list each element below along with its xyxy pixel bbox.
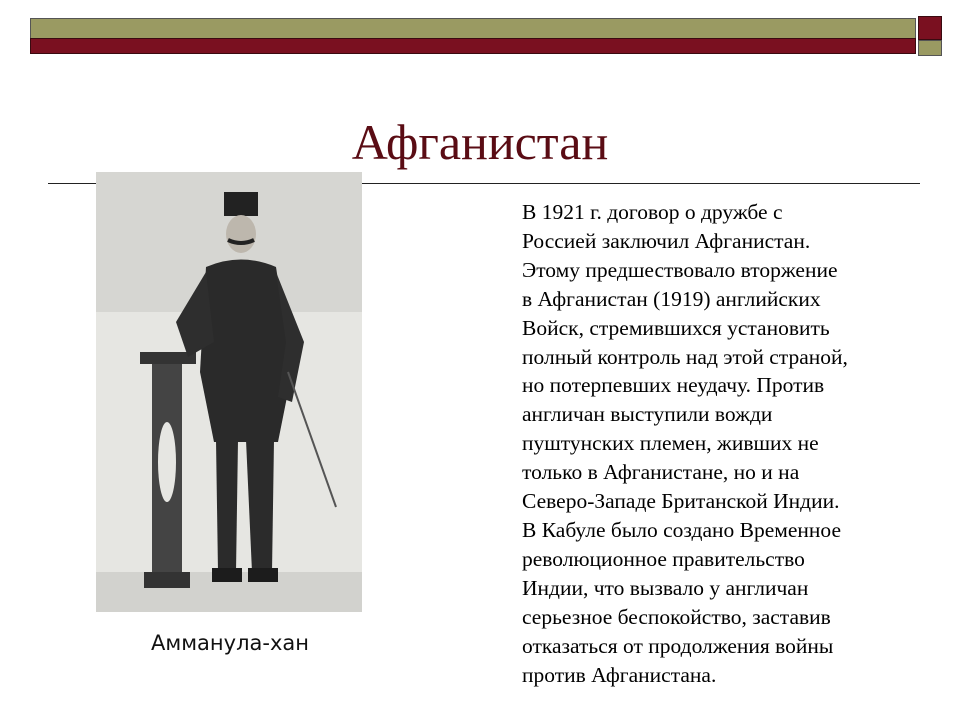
portrait-illustration bbox=[96, 172, 362, 612]
body-paragraph: В 1921 г. договор о дружбе с Россией заключил Афганистан. Этому предшествовало вторжение в Афганистан (1919) английских Войск, стремившихся установить полный контроль над этой страной, но потерпевших неудачу. Против англичан выступили вожди пуштунских племен, живших не только в Афганистане, но и на Северо-Западе Британской Индии. В Кабуле было создано Временное революционное правительство Индии, что вызвало у англичан серьезное беспокойство, заставив отказаться от продолжения войны против Афганистана. bbox=[522, 200, 848, 687]
photo-caption: Амманула-хан bbox=[151, 631, 309, 655]
header-bar-maroon bbox=[30, 38, 916, 54]
portrait-photo bbox=[96, 172, 362, 612]
title-underline-right bbox=[360, 183, 920, 184]
slide-title: Афганистан bbox=[351, 114, 609, 170]
header-square-maroon bbox=[918, 16, 942, 40]
header-decoration bbox=[0, 0, 960, 60]
header-square-olive bbox=[918, 40, 942, 56]
title-underline-left bbox=[48, 183, 96, 184]
header-bar-olive bbox=[30, 18, 916, 39]
